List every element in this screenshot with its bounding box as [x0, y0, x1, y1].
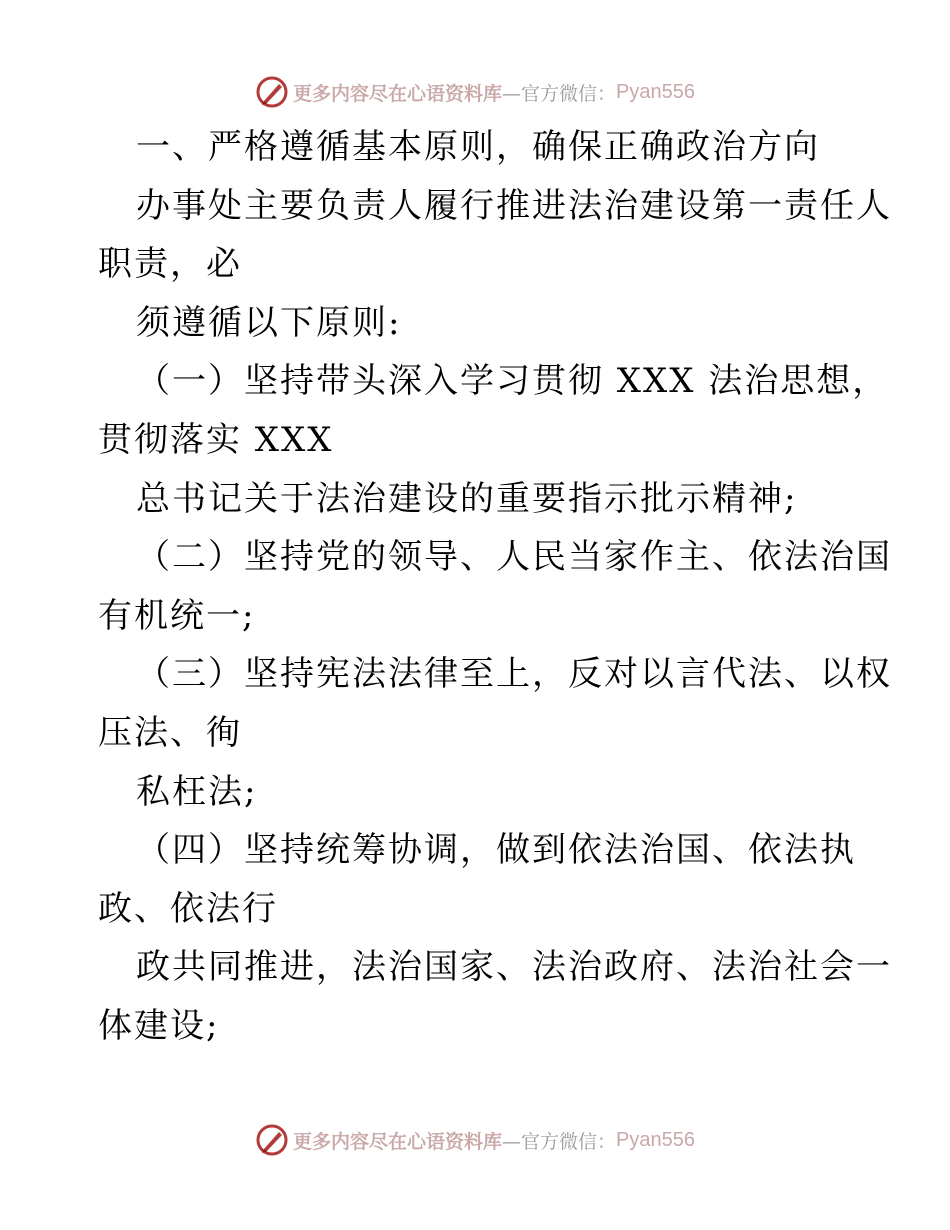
- footer-watermark: [0, 1120, 950, 1160]
- text-line: 压法、徇: [98, 712, 242, 753]
- text-line: 办事处主要负责人履行推进法治建设第一责任人: [136, 185, 892, 226]
- text-line: （二）坚持党的领导、人民当家作主、依法治国: [136, 537, 892, 578]
- text-line: （三）坚持宪法法律至上，反对以言代法、以权: [136, 654, 892, 695]
- watermark-brand: 更多内容尽在心语资料库: [293, 1130, 503, 1153]
- text-line: 私枉法;: [136, 771, 258, 812]
- text-line: 贯彻落实 XXX: [98, 419, 334, 460]
- pen-logo-icon: [255, 75, 289, 109]
- text-line: 一、严格遵循基本原则，确保正确政治方向: [136, 127, 820, 167]
- text-line: 总书记关于法治建设的重要指示批示精神;: [136, 478, 798, 519]
- text-line: 职责，必: [98, 244, 242, 285]
- text-line: （四）坚持统筹协调，做到依法治国、依法执: [136, 830, 856, 871]
- text-line: 须遵循以下原则:: [136, 302, 402, 343]
- watermark-brand: 更多内容尽在心语资料库: [293, 82, 503, 105]
- text-line: （一）坚持带头深入学习贯彻 XXX 法治思想，: [136, 361, 889, 402]
- pen-logo-icon: [255, 1123, 289, 1157]
- text-line: 政共同推进，法治国家、法治政府、法治社会一: [136, 947, 892, 988]
- text-line: 有机统一;: [98, 595, 256, 636]
- text-line: 体建设;: [98, 1005, 220, 1046]
- watermark-wechat-id: Pyan556: [616, 80, 695, 103]
- text-line: 政、依法行: [98, 888, 278, 929]
- header-watermark: [0, 72, 950, 112]
- watermark-separator: —官方微信：: [502, 82, 617, 105]
- document-body: [98, 118, 892, 1056]
- watermark-wechat-id: Pyan556: [616, 1128, 695, 1151]
- watermark-separator: —官方微信：: [502, 1130, 617, 1153]
